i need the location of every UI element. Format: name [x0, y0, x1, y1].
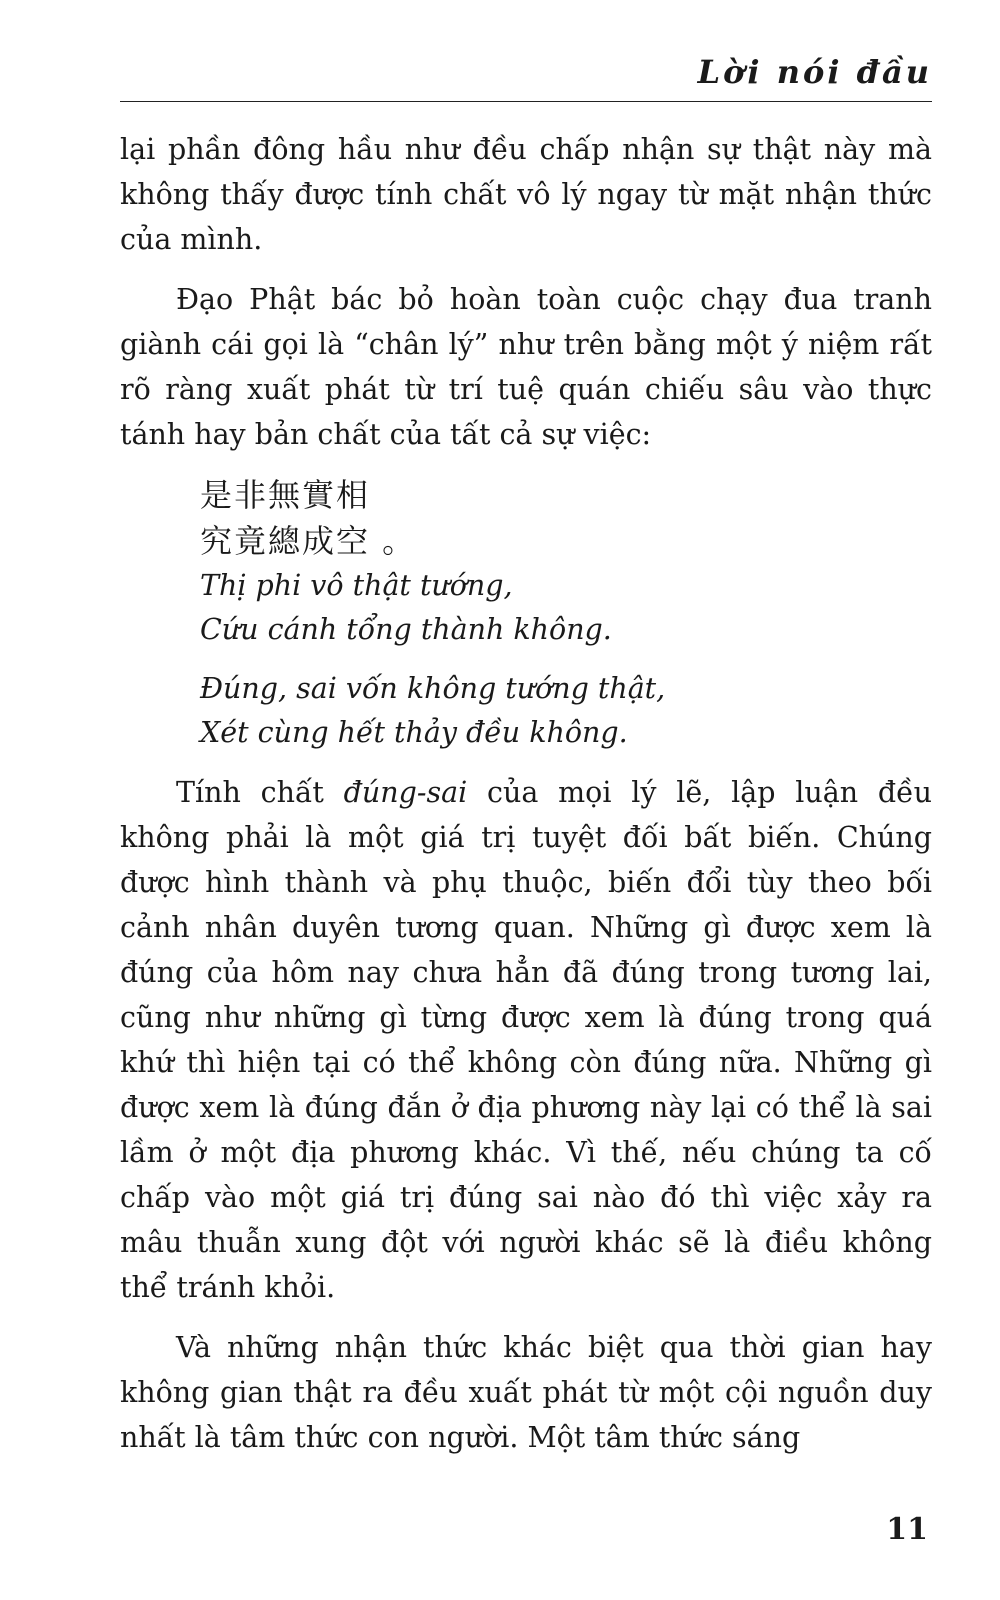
paragraph-dao-phat: Đạo Phật bác bỏ hoàn toàn cuộc chạy đua tranh giành cái gọi là “chân lý” như trên bằng một ý niệm rất rõ ràng xuất phát từ trí tuệ quán chiếu sâu vào thực tánh hay bản chất của tất cả sự việc: [120, 283, 932, 451]
paragraph-dung-sai-lead: Tính chất [176, 776, 344, 809]
page-number: 11 [886, 1512, 928, 1547]
verse-sino-viet-line-2: Cứu cánh tổng thành không. [200, 613, 612, 646]
paragraph-continued: lại phần đông hầu như đều chấp nhận sự thật này mà không thấy được tính chất vô lý ngay từ mặt nhận thức của mình. [120, 133, 932, 256]
header-rule [120, 101, 932, 102]
running-header-title: Lời nói đầu [697, 53, 932, 91]
verse-sino-viet-line-1: Thị phi vô thật tướng, [200, 569, 513, 602]
paragraph-dung-sai-emphasis: đúng-sai [343, 776, 468, 809]
verse-han-line-2: 究竟總成空 。 [200, 522, 417, 560]
verse-chinese-block [200, 472, 932, 652]
page-body [120, 127, 932, 1475]
verse-translation-block [200, 667, 932, 755]
paragraph-dung-sai-rest: của mọi lý lẽ, lập luận đều không phải là một giá trị tuyệt đối bất biến. Chúng được hình thành và phụ thuộc, biến đổi tùy theo bối cảnh nhân duyên tương quan. Những gì được xem là đúng của hôm nay chưa hẳn đã đúng trong tương lai, cũng như những gì từng được xem là đúng trong quá khứ thì hiện tại có thể không còn đúng nữa. Những gì được xem là đúng đắn ở địa phương này lại có thể là sai lầm ở một địa phương khác. Vì thế, nếu chúng ta cố chấp vào một giá trị đúng sai nào đó thì việc xảy ra mâu thuẫn xung đột với người khác sẽ là điều không thể tránh khỏi. [120, 776, 932, 1304]
verse-translation-line-1: Đúng, sai vốn không tướng thật, [200, 672, 666, 705]
paragraph-dung-sai [120, 770, 932, 1310]
verse-translation-line-2: Xét cùng hết thảy đều không. [200, 716, 628, 749]
paragraph-nhan-thuc: Và những nhận thức khác biệt qua thời gian hay không gian thật ra đều xuất phát từ một cội nguồn duy nhất là tâm thức con người. Một tâm thức sáng [120, 1331, 932, 1454]
verse-han-line-1: 是非無實相 [200, 476, 371, 514]
